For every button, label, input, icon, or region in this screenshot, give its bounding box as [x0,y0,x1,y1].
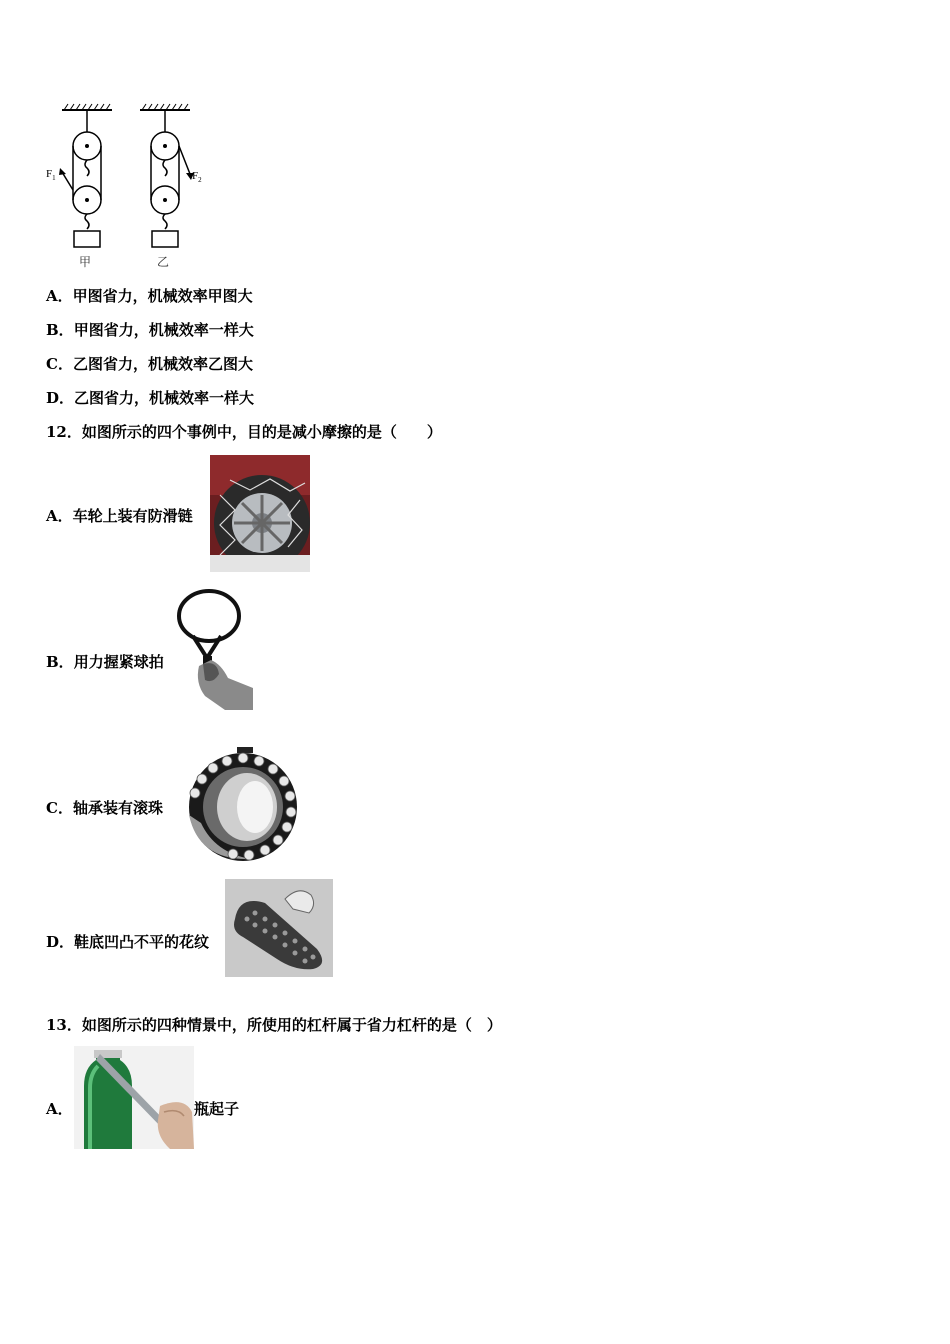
shoe-sole-image [225,879,333,977]
force-label-f2: $F_2$ [192,170,202,185]
q11-option-a[interactable]: A．甲图省力，机械效率甲图大 [46,287,253,305]
q12-stem: 12．如图所示的四个事例中，目的是减小摩擦的是（ ） [46,423,442,441]
q13-option-a-letter[interactable]: A． [46,1100,73,1118]
q11-option-c[interactable]: C．乙图省力，机械效率乙图大 [46,355,253,373]
force-label-f1: $F_1$ [46,168,56,183]
q11-option-b[interactable]: B．甲图省力，机械效率一样大 [46,321,254,339]
caption-left: 甲 [79,255,92,269]
bottle-opener-image [74,1046,194,1149]
q12-option-b[interactable]: B．用力握紧球拍 [46,653,164,671]
racket-grip-image [173,588,253,710]
q12-option-a[interactable]: A．车轮上装有防滑链 [46,507,193,525]
q12-option-c[interactable]: C．轴承装有滚珠 [46,799,163,817]
q11-option-d[interactable]: D．乙图省力，机械效率一样大 [46,389,255,407]
q13-stem: 13．如图所示的四种情景中，所使用的杠杆属于省力杠杆的是（ ） [46,1016,502,1034]
tire-chain-image [210,455,310,572]
caption-right: 乙 [157,255,170,269]
pulley-diagram [40,100,220,270]
ball-bearing-image [175,745,305,865]
q13-option-a-text: 瓶起子 [194,1100,240,1118]
q12-option-d[interactable]: D．鞋底凹凸不平的花纹 [46,933,210,951]
